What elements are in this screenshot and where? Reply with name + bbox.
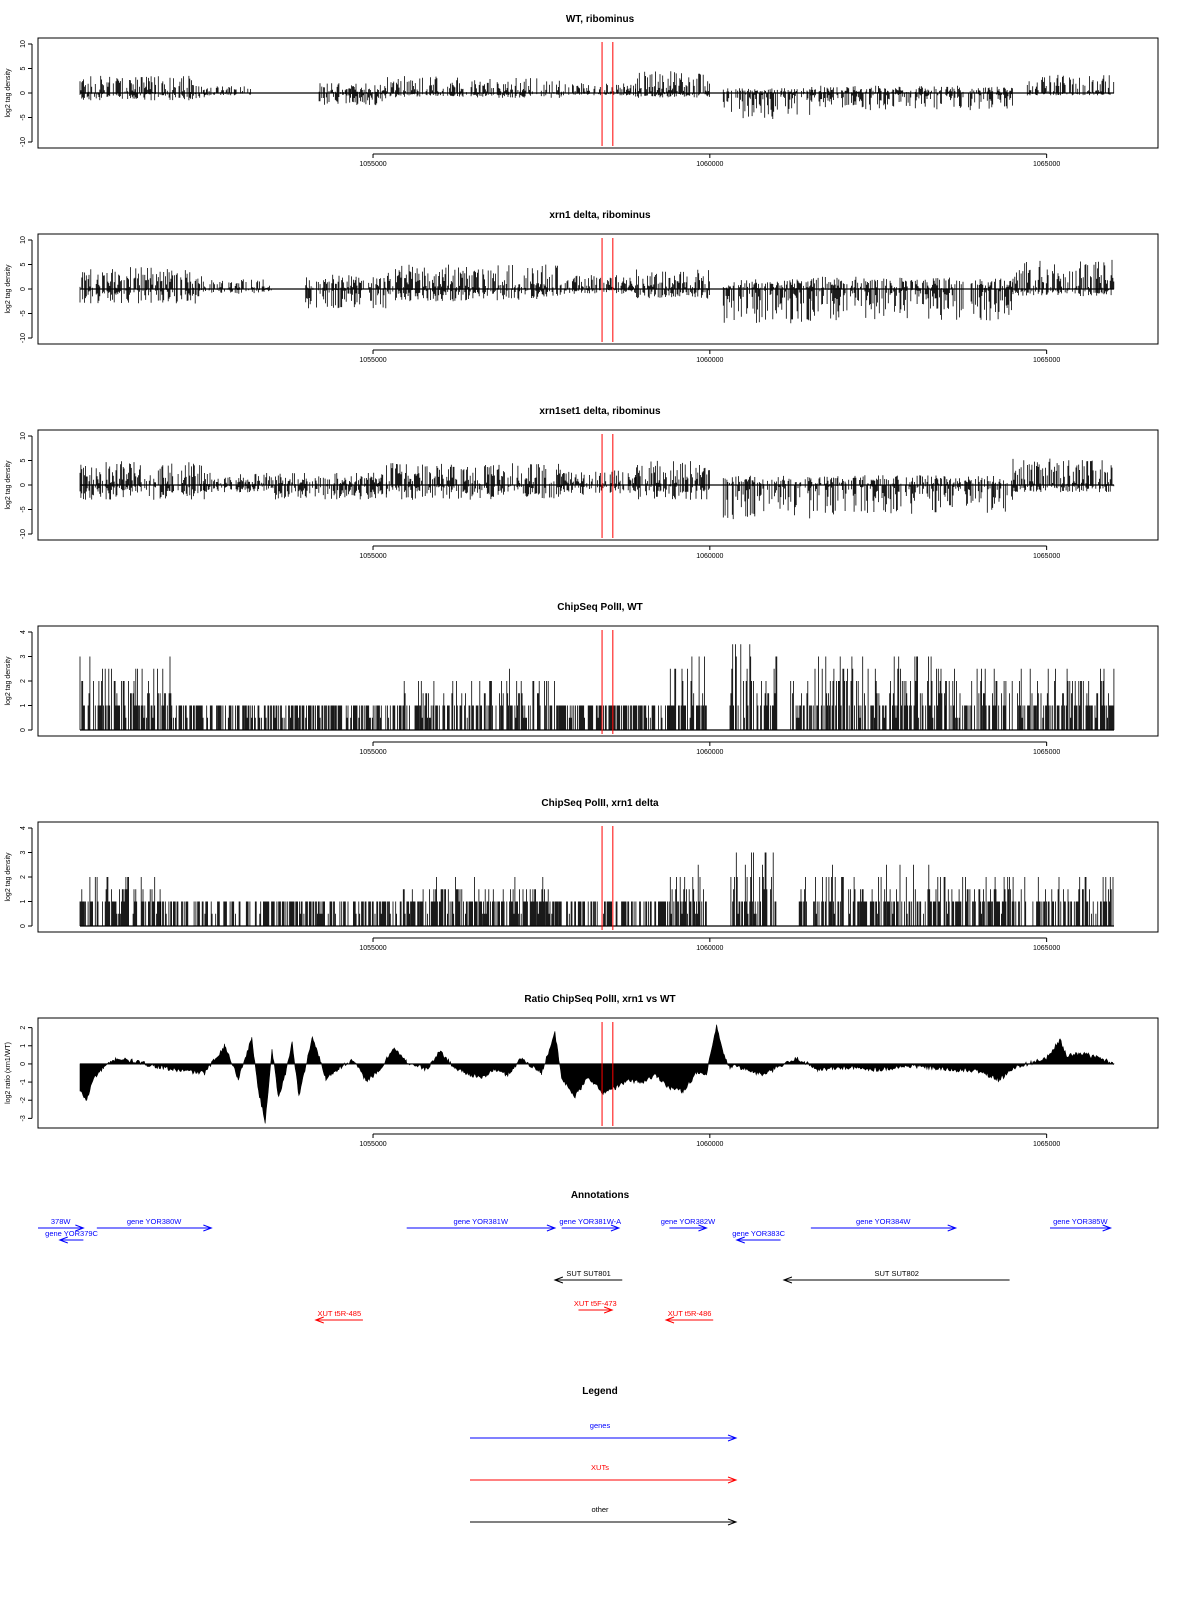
y-axis-label: log2 tag density xyxy=(5,264,12,314)
y-tick-label: 1 xyxy=(20,899,27,904)
y-tick-label: -5 xyxy=(20,114,27,121)
y-tick-label: -10 xyxy=(20,332,27,344)
y-axis-label: log2 tag density xyxy=(5,68,12,118)
panel-title: xrn1set1 delta, ribominus xyxy=(539,406,661,417)
y-tick-label: 4 xyxy=(20,826,27,830)
panel-title: WT, ribominus xyxy=(565,14,635,25)
x-tick-label: 1055000 xyxy=(359,1141,387,1148)
y-tick-label: 0 xyxy=(20,1061,27,1066)
y-tick-label: 0 xyxy=(20,483,27,487)
x-tick-label: 1065000 xyxy=(1033,357,1061,364)
x-tick-label: 1060000 xyxy=(696,749,724,756)
x-tick-label: 1055000 xyxy=(359,161,387,168)
y-tick-label: -3 xyxy=(20,1115,27,1122)
feature-label: SUT SUT801 xyxy=(566,1269,611,1278)
legend-label: genes xyxy=(589,1421,611,1430)
panel-title: ChipSeq PolII, WT xyxy=(557,602,643,613)
y-axis-label: log2 tag density xyxy=(5,656,12,706)
feature-label: gene YOR380W xyxy=(126,1217,182,1226)
x-tick-label: 1060000 xyxy=(696,1141,724,1148)
y-tick-label: -2 xyxy=(20,1097,27,1104)
x-tick-label: 1060000 xyxy=(696,161,724,168)
y-tick-label: 2 xyxy=(20,1025,27,1030)
y-tick-label: -1 xyxy=(20,1078,27,1086)
y-tick-label: -10 xyxy=(20,136,27,148)
y-tick-label: -5 xyxy=(20,506,27,513)
panel-title: xrn1 delta, ribominus xyxy=(549,210,651,221)
x-tick-label: 1060000 xyxy=(696,945,724,952)
x-tick-label: 1055000 xyxy=(359,553,387,560)
feature-label: gene YOR383C xyxy=(732,1229,786,1238)
x-tick-label: 1065000 xyxy=(1033,161,1061,168)
feature-label: XUT t5F-473 xyxy=(573,1299,617,1308)
y-tick-label: 3 xyxy=(20,850,27,855)
y-tick-label: 0 xyxy=(20,91,27,95)
legend-title: Legend xyxy=(582,1386,618,1397)
feature-label: gene YOR381W xyxy=(453,1217,509,1226)
y-tick-label: 0 xyxy=(20,924,27,928)
x-tick-label: 1060000 xyxy=(696,357,724,364)
y-tick-label: 2 xyxy=(20,875,27,879)
y-axis-label: log2 ratio (xrn1/WT) xyxy=(5,1042,12,1104)
y-tick-label: 4 xyxy=(20,630,27,634)
feature-label: gene YOR384W xyxy=(856,1217,911,1226)
y-tick-label: 10 xyxy=(20,40,27,48)
x-tick-label: 1055000 xyxy=(359,945,387,952)
feature-label: gene YOR385W xyxy=(1053,1217,1108,1226)
feature-label: gene YOR379C xyxy=(45,1229,98,1238)
y-tick-label: 10 xyxy=(20,432,27,440)
feature-label: XUT t5R-486 xyxy=(667,1309,712,1318)
y-tick-label: -10 xyxy=(20,528,27,540)
y-tick-label: 5 xyxy=(20,458,27,463)
y-tick-label: 2 xyxy=(20,679,27,683)
x-tick-label: 1065000 xyxy=(1033,945,1061,952)
feature-label: 378W xyxy=(50,1217,71,1226)
y-tick-label: 1 xyxy=(20,1043,27,1048)
feature-label: XUT t5R-485 xyxy=(317,1309,362,1318)
annotations-title: Annotations xyxy=(570,1190,630,1201)
x-tick-label: 1065000 xyxy=(1033,1141,1061,1148)
y-tick-label: 5 xyxy=(20,66,27,71)
y-tick-label: 5 xyxy=(20,262,27,267)
y-tick-label: -5 xyxy=(20,310,27,317)
y-tick-label: 10 xyxy=(20,236,27,244)
x-tick-label: 1055000 xyxy=(359,357,387,364)
feature-label: gene YOR382W xyxy=(660,1217,716,1226)
legend-label: other xyxy=(591,1505,609,1514)
y-tick-label: 1 xyxy=(20,703,27,708)
panel-title: Ratio ChipSeq PolII, xrn1 vs WT xyxy=(524,994,676,1005)
x-tick-label: 1060000 xyxy=(696,553,724,560)
feature-label: SUT SUT802 xyxy=(874,1269,919,1278)
y-tick-label: 3 xyxy=(20,654,27,659)
y-tick-label: 0 xyxy=(20,728,27,732)
y-axis-label: log2 tag density xyxy=(5,460,12,510)
y-tick-label: 0 xyxy=(20,287,27,291)
legend-label: XUTs xyxy=(591,1463,609,1472)
y-axis-label: log2 tag density xyxy=(5,852,12,902)
feature-label: gene YOR381W-A xyxy=(559,1217,622,1226)
x-tick-label: 1065000 xyxy=(1033,553,1061,560)
x-tick-label: 1055000 xyxy=(359,749,387,756)
x-tick-label: 1065000 xyxy=(1033,749,1061,756)
panel-title: ChipSeq PolII, xrn1 delta xyxy=(541,798,659,809)
